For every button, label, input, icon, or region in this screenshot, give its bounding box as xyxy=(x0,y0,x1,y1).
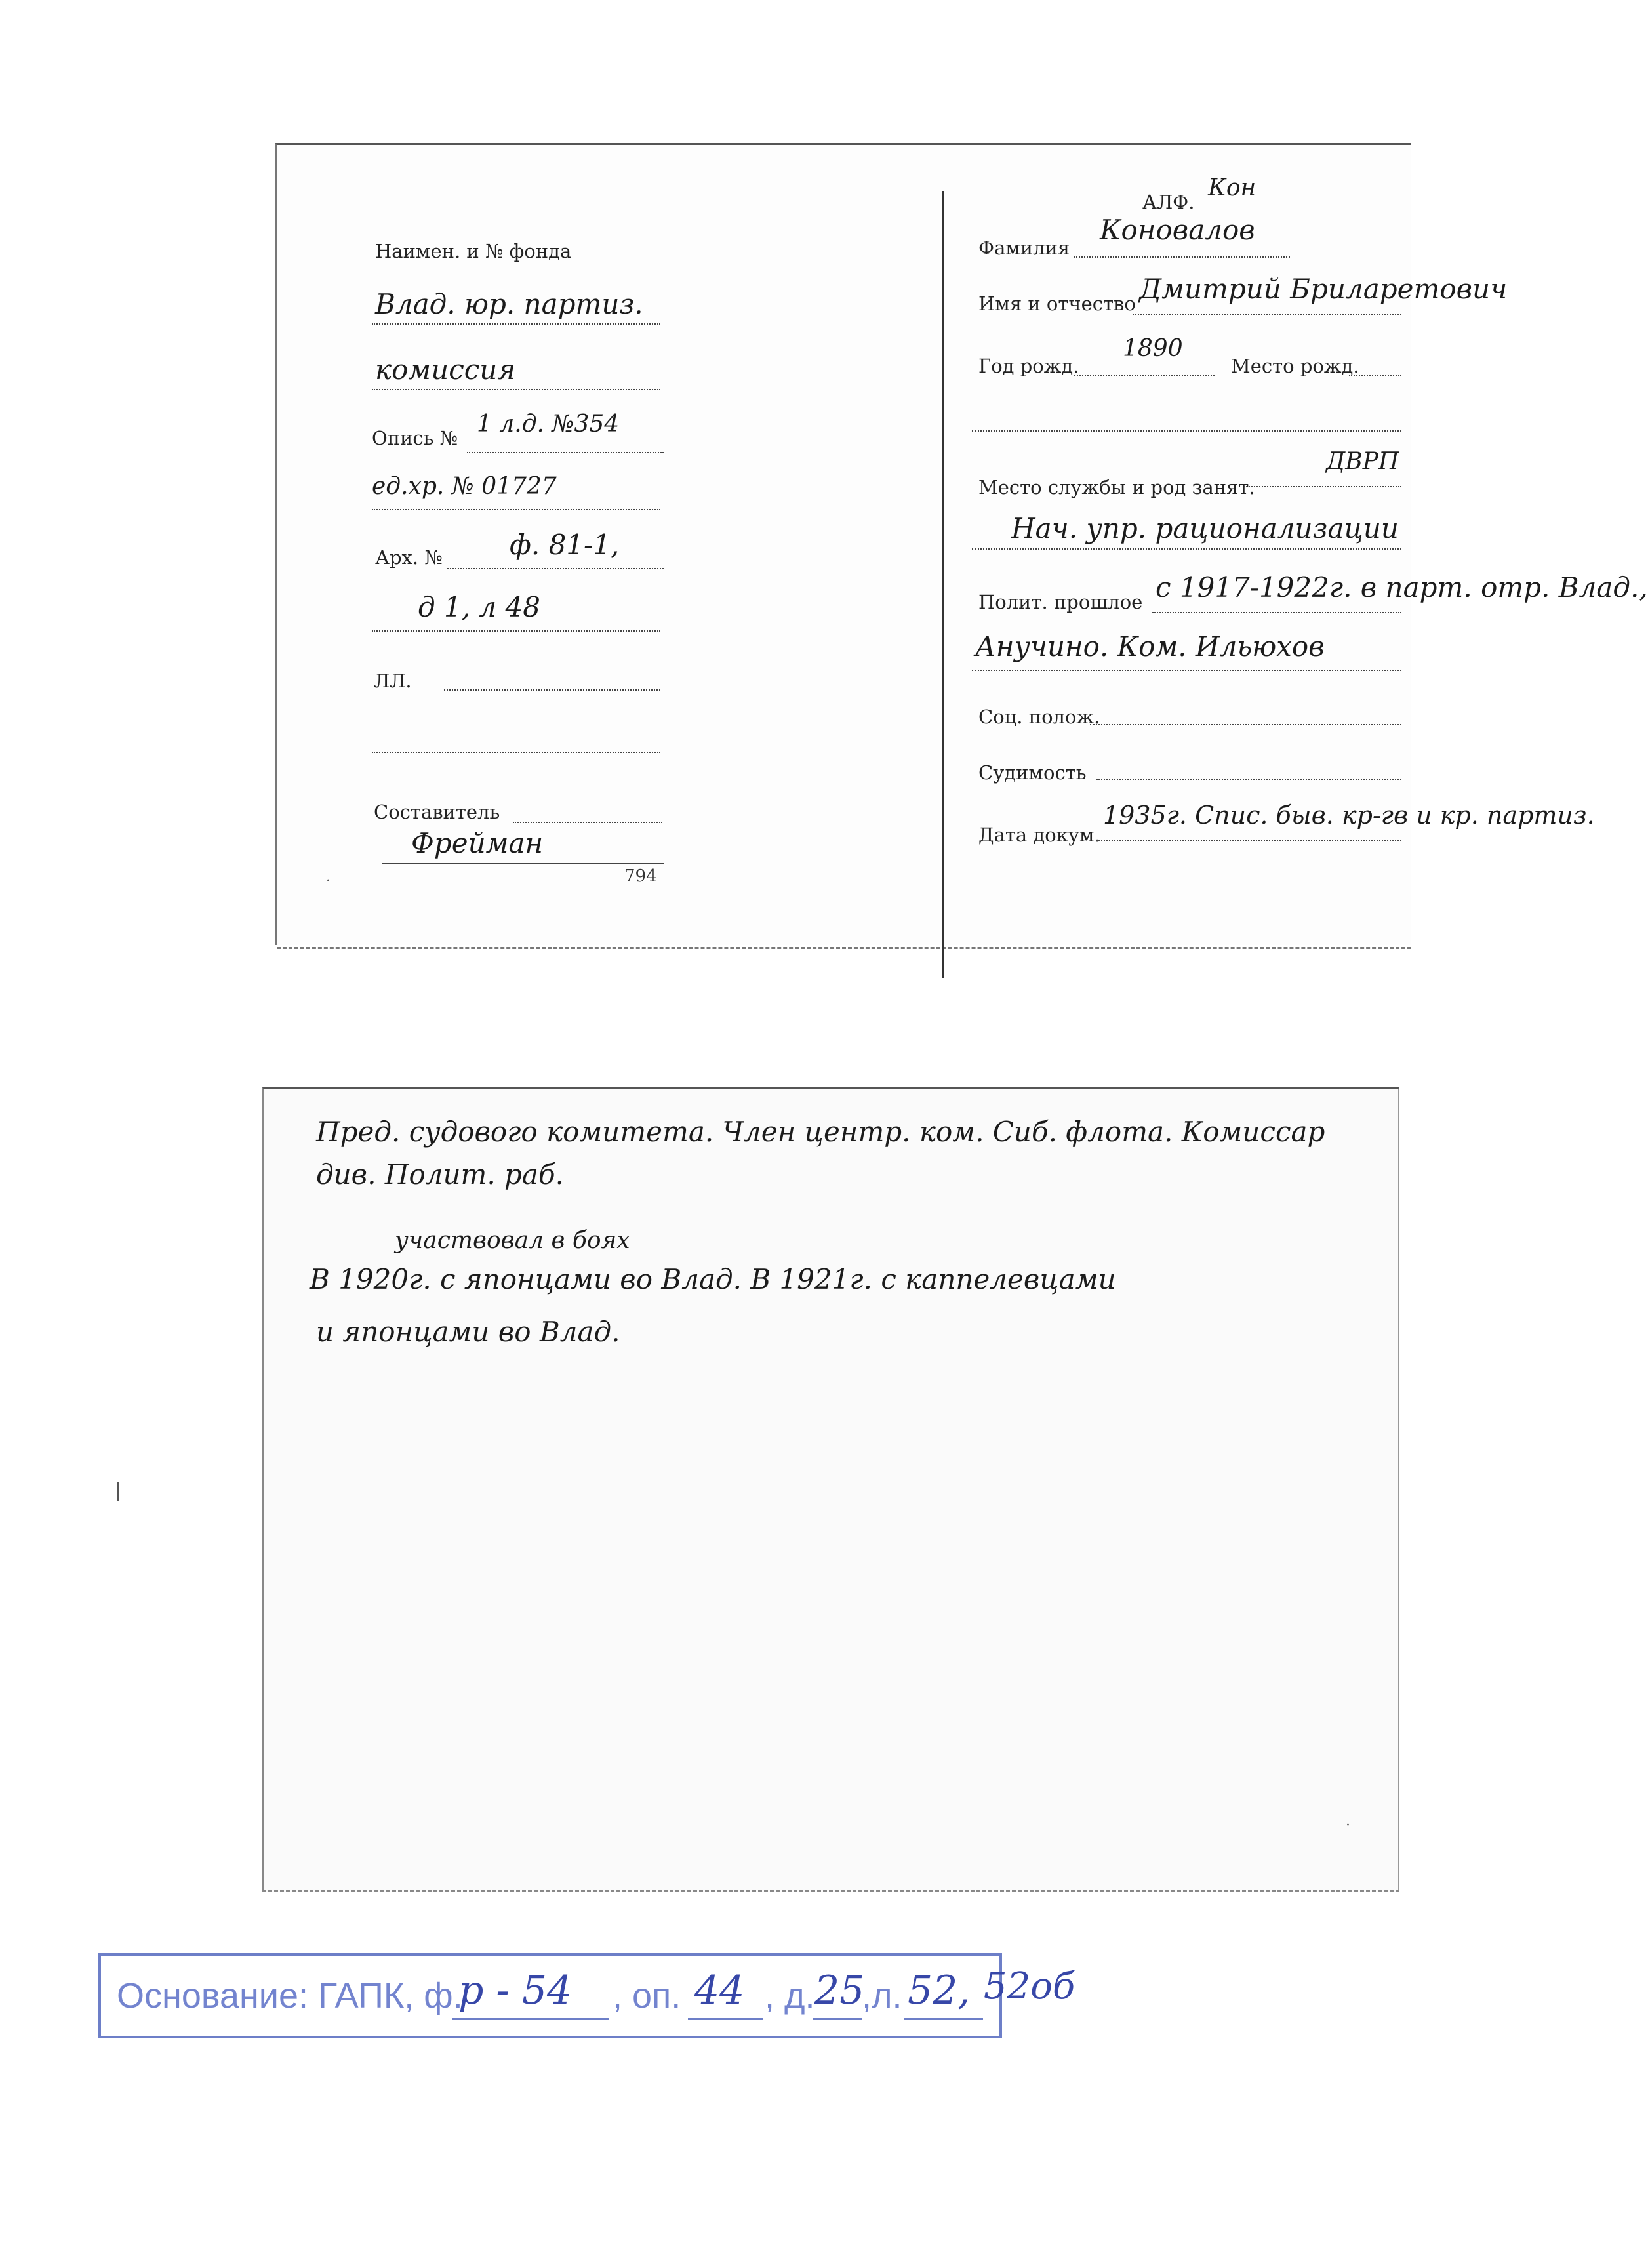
arh-value-line2: д 1, л 48 xyxy=(418,591,540,623)
familia-value: Коновалов xyxy=(1100,214,1255,246)
mesto-sluzhby-label: Место службы и род занят. xyxy=(978,476,1255,498)
imya-label: Имя и отчество xyxy=(978,293,1136,315)
ll-line2 xyxy=(372,752,660,753)
familia-label: Фамилия xyxy=(978,237,1070,259)
sostavitel-value: Фрейман xyxy=(411,827,544,859)
sostavitel-label: Составитель xyxy=(374,801,500,823)
card-front-bottom-edge xyxy=(277,947,1411,949)
sostavitel-line xyxy=(513,822,662,823)
sudimost-label: Судимость xyxy=(978,761,1087,784)
sostavitel-signature-line xyxy=(382,863,664,864)
stamp-list-extra: 52об xyxy=(984,1965,1075,2008)
fond-line1 xyxy=(372,323,660,325)
fond-value-line1: Влад. юр. партиз. xyxy=(375,288,643,320)
opis-line xyxy=(467,452,664,453)
alf-label: АЛФ. xyxy=(1142,191,1195,213)
imya-line xyxy=(1133,314,1401,315)
mesto-rozhd-line2 xyxy=(972,430,1401,432)
stamp-delo-value: 25 xyxy=(814,1968,865,2014)
ed-hr-line xyxy=(372,509,660,510)
polit-line1 xyxy=(1152,612,1401,613)
mesto-rozhd-label: Место рожд. xyxy=(1231,355,1359,377)
ll-label: ЛЛ. xyxy=(374,670,412,692)
fond-label: Наимен. и № фонда xyxy=(375,240,572,262)
back-line1: Пред. судового комитета. Член центр. ком. Сиб. флота. Комиссар xyxy=(316,1116,1325,1148)
stamp-l-label: ,л. xyxy=(862,1976,902,2015)
polit-line2 xyxy=(972,670,1401,671)
fond-value-line2: комиссия xyxy=(375,354,516,386)
archive-stamp xyxy=(98,1953,1002,2038)
data-dokum-label: Дата докум. xyxy=(978,824,1100,846)
stamp-opis-value: 44 xyxy=(694,1968,745,2014)
back-line4: и японцами во Влад. xyxy=(316,1316,620,1348)
soc-polozh-label: Соц. полож. xyxy=(978,706,1100,728)
stamp-fond-line xyxy=(452,2018,609,2020)
soc-polozh-line xyxy=(1090,724,1401,725)
arh-line2 xyxy=(372,630,660,632)
arh-line1 xyxy=(447,568,664,569)
sudimost-line xyxy=(1096,779,1401,780)
back-line3: В 1920г. с японцами во Влад. В 1921г. с каппелевцами xyxy=(310,1263,1116,1295)
alf-value: Кон xyxy=(1208,174,1256,201)
stamp-list-value: 52, xyxy=(908,1968,971,2014)
stamp-d-label: , д. xyxy=(765,1976,815,2015)
arh-value-line1: ф. 81-1, xyxy=(510,529,620,561)
stamp-opis-line xyxy=(688,2018,763,2020)
polit-value2: Анучино. Ком. Ильюхов xyxy=(975,630,1325,662)
mesto-sluzhby-value2: Нач. упр. рационализации xyxy=(1011,512,1399,544)
card-front xyxy=(275,143,1648,945)
opis-value: 1 л.д. №354 xyxy=(477,411,620,437)
fond-line2 xyxy=(372,389,660,390)
data-dokum-value: 1935г. Спис. быв. кр-гв и кр. партиз. xyxy=(1103,801,1595,830)
stamp-fond-value: р - 54 xyxy=(458,1968,573,2014)
stamp-op-label: , оп. xyxy=(613,1976,681,2015)
imya-value: Дмитрий Бриларетович xyxy=(1139,273,1508,305)
arh-label: Арх. № xyxy=(375,546,443,569)
scan-speck: · xyxy=(326,873,331,889)
mesto-sluzhby-line2 xyxy=(972,548,1401,550)
stamp-delo-line xyxy=(813,2018,862,2020)
scan-speck-2: · xyxy=(1346,1817,1350,1834)
stamp-list-line xyxy=(904,2018,983,2020)
god-rozhd-label: Год рожд. xyxy=(978,355,1079,377)
back-insert: участвовал в боях xyxy=(395,1227,630,1254)
card-column-divider xyxy=(942,191,944,978)
mesto-sluzhby-line1 xyxy=(1244,486,1401,487)
stamp-printed-text: Основание: ГАПК, ф. xyxy=(117,1976,463,2015)
data-dokum-line xyxy=(1096,840,1401,841)
polit-label: Полит. прошлое xyxy=(978,591,1143,613)
opis-label: Опись № xyxy=(372,427,458,449)
polit-value1: с 1917-1922г. в парт. отр. Влад., xyxy=(1156,571,1648,603)
back-line2: див. Полит. раб. xyxy=(316,1158,564,1190)
god-rozhd-line xyxy=(1074,375,1215,376)
ll-line1 xyxy=(444,689,660,691)
card-number: 794 xyxy=(624,866,657,886)
mesto-sluzhby-value1: ДВРП xyxy=(1326,448,1399,475)
card-back xyxy=(262,1087,1399,1892)
scan-margin-mark: | xyxy=(115,1479,122,1502)
mesto-rozhd-line1 xyxy=(1349,375,1401,376)
familia-line xyxy=(1074,256,1290,258)
god-rozhd-value: 1890 xyxy=(1123,335,1183,362)
ed-hr-value: ед.хр. № 01727 xyxy=(372,473,557,500)
